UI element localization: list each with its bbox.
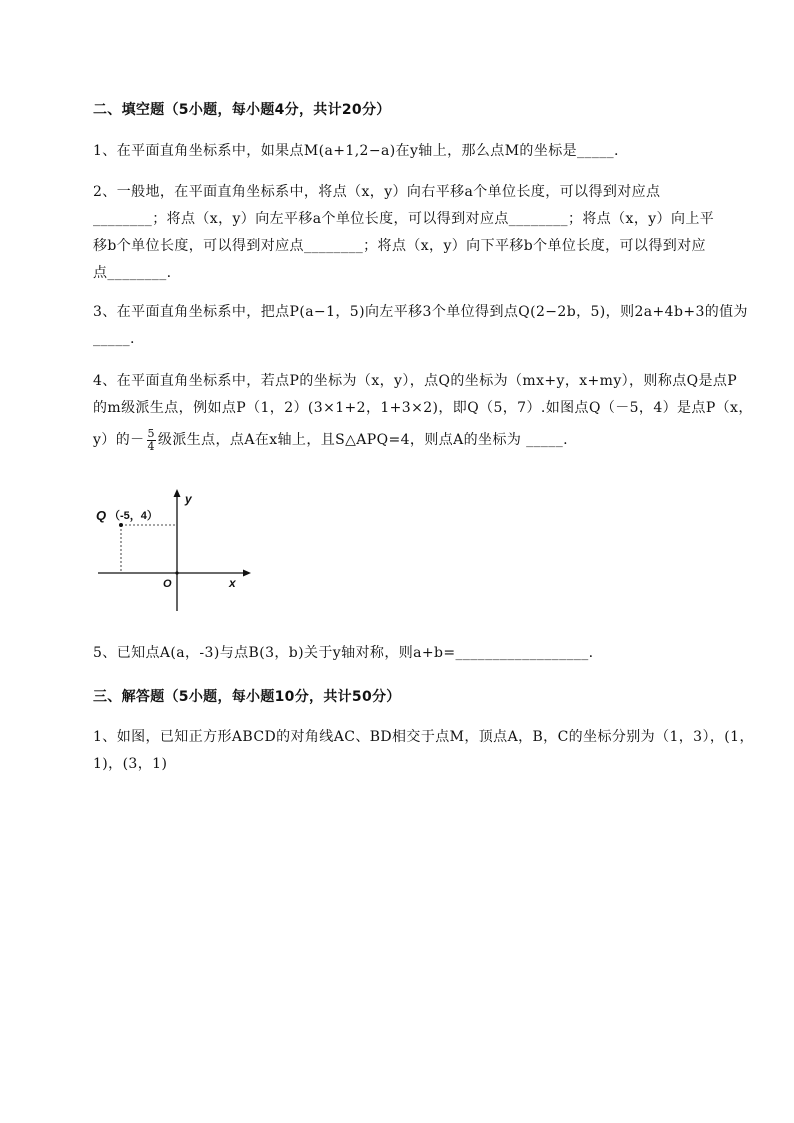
origin-label: O (163, 578, 172, 590)
question-1-text: 1、在平面直角坐标系中，如果点M(a+1,2−a)在y轴上，那么点M的坐标是_____. (93, 143, 619, 159)
origin-dot (175, 571, 178, 574)
point-q-dot (119, 523, 123, 527)
section-heading-solutions: 三、解答题（5小题，每小题10分，共计50分） (93, 689, 401, 705)
question-4-line-2: 的m级派生点，例如点P（1，2）(3×1+2，1+3×2)，即Q（5，7）.如图点Q（－5，4）是点P（x， (93, 400, 753, 416)
coordinate-figure (93, 485, 253, 615)
point-q-label: Q (96, 508, 107, 523)
question-4-line-3-before: y）的－ (93, 432, 145, 448)
question-3-line-2: _____. (93, 331, 135, 347)
problem-1 (93, 724, 754, 778)
fraction-numerator: 5 (147, 426, 155, 440)
y-axis-arrow-icon (174, 489, 181, 497)
point-q-coords: （-5，4） (109, 510, 158, 522)
fraction-five-fourths (147, 428, 156, 453)
question-2-line-4: 点________. (93, 265, 172, 281)
question-2 (93, 179, 743, 287)
fraction-denominator: 4 (147, 439, 155, 453)
question-3-line-1: 3、在平面直角坐标系中，把点P(a−1，5)向左平移3个单位得到点Q(2−2b，5)，则2a+4b+3的值为 (93, 304, 748, 320)
question-3 (93, 299, 748, 353)
x-axis-arrow-icon (243, 570, 251, 577)
question-4-line-3 (93, 422, 743, 458)
question-5-text: 5、已知点A(a，-3)与点B(3，b)关于y轴对称，则a+b=__________________. (93, 645, 594, 661)
question-2-line-3: 移b个单位长度，可以得到对应点________；将点（x，y）向下平移b个单位长度，可以得到对应 (93, 238, 706, 254)
coordinate-plane-svg (93, 485, 253, 615)
question-2-line-2: ________；将点（x，y）向左平移a个单位长度，可以得到对应点________；将点（x，y）向上平 (93, 211, 715, 227)
problem-1-line-1: 1、如图，已知正方形ABCD的对角线AC、BD相交于点M，顶点A，B，C的坐标分别为（1，3），(1， (93, 729, 754, 745)
section-heading-fill-in: 二、填空题（5小题，每小题4分，共计20分） (93, 102, 391, 118)
question-5 (93, 640, 743, 667)
problem-1-line-2: 1)，(3，1) (93, 756, 168, 772)
x-axis-label: x (229, 576, 236, 590)
y-axis-label: y (185, 492, 192, 506)
question-4-line-1: 4、在平面直角坐标系中，若点P的坐标为（x，y），点Q的坐标为（mx+y，x+my），则称点Q是点P (93, 373, 738, 389)
question-1 (93, 138, 743, 165)
question-2-line-1: 2、一般地，在平面直角坐标系中，将点（x，y）向右平移a个单位长度，可以得到对应点 (93, 184, 661, 200)
question-4-line-3-after: 级派生点，点A在x轴上，且S△APQ=4，则点A的坐标为 _____. (157, 432, 568, 448)
question-4 (93, 368, 753, 458)
